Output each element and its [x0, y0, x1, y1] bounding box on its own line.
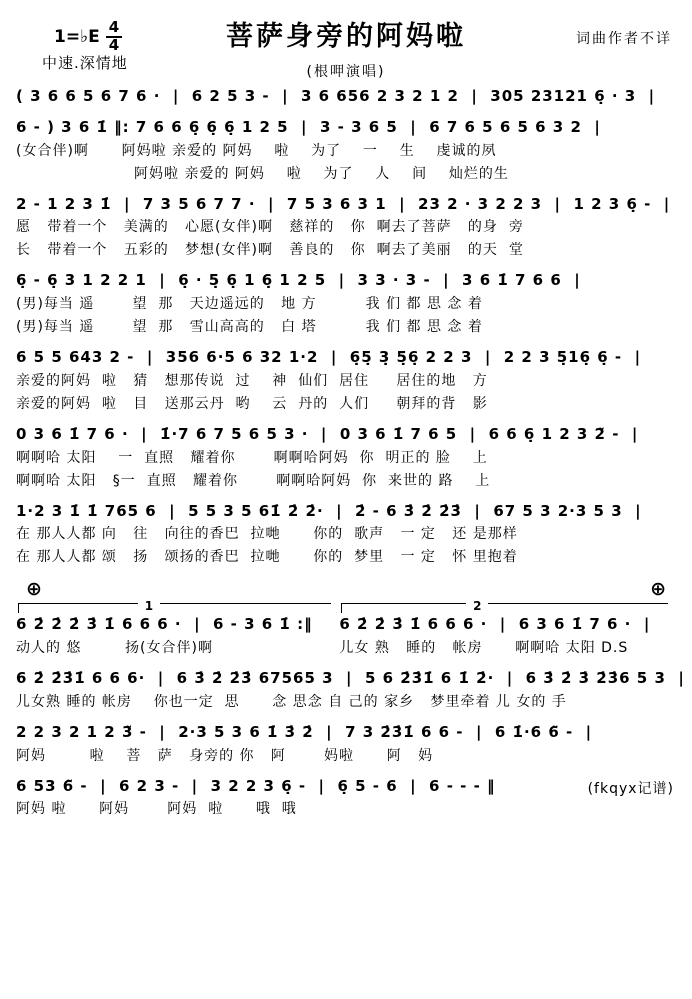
notation-line: 1·2 3 1̇ 1̇ 765 6 | 5 5 3 5 61̇ 2̇ 2̇· | 2̇ - 6 3̇ 2̇ 2̇3̇ | 67 5 3 2·3 5 3 |: [16, 501, 642, 520]
lyrics-verse-2: 长 带着一个 五彩的 梦想(女伴)啊 善良的 你 啊去了美丽 的天 堂: [16, 242, 524, 259]
lyrics-verse-2-with-segno: 啊啊哈 太阳 §一 直照 耀着你 啊啊哈阿妈 你 来世的 路 上: [16, 472, 491, 489]
notation-line: 6 5 5 643 2 - | 356 6·5 6 32 1·2 | 6̣5̣ 3̣ 5̣6̣ 2 2 3 | 2 2 3 5̣16̣ 6̣ - |: [16, 348, 642, 366]
music-system-9: [16, 668, 685, 713]
lyrics-verse-1: 啊啊哈 太阳 一 直照 耀着你 啊啊哈阿妈 你 明正的 脸 上: [16, 449, 488, 466]
score-header: [16, 8, 676, 86]
lyrics-line: 动人的 悠 扬(女合伴)啊: [16, 640, 213, 656]
volta-2-label: 2: [466, 599, 488, 613]
volta-1-section: [16, 601, 339, 659]
lyrics-verse-1: 愿 带着一个 美满的 心愿(女伴)啊 慈祥的 你 啊去了菩萨 的身 旁: [16, 219, 524, 236]
music-system-5: [16, 347, 676, 415]
notation-line: ( 3 6 6 5 6 7 6 · | 6 2 5 3 - | 3 6 656 2 3 2 1 2 | 305 23121 6̣ · 3 |: [16, 87, 656, 105]
volta-2-bracket: [341, 599, 668, 614]
music-system-7: [16, 501, 676, 569]
lyrics-verse-2: 在 那人人都 颂 扬 颂扬的香巴 拉哋 你的 梦里 一 定 怀 里抱着: [16, 549, 518, 566]
tempo-marking: 中速.深情地: [42, 54, 128, 72]
lyrics-line-with-ds: 儿女 熟 睡的 帐房 啊啊哈 太阳 D.S: [339, 640, 629, 656]
time-signature: [106, 20, 122, 54]
music-system-1: [16, 86, 676, 108]
music-system-3: [16, 194, 676, 262]
lyrics-line: 阿妈 啦 阿妈 阿妈 啦 哦 哦: [16, 801, 297, 818]
coda-icon: ⊕: [26, 578, 42, 601]
lyrics-verse-2: 亲爱的阿妈 啦 目 送那云丹 哟 云 丹的 人们 朝拜的背 影: [16, 395, 488, 412]
notation-line: 6 - ) 3 6 1̇ ‖: 7 6 6 6̣ 6̣ 6̣ 1 2 5 | 3 - 3 6 5 | 6 7 6 5 6 5 6 3 2 |: [16, 117, 601, 136]
lyrics-verse-2: 阿妈啦 亲爱的 阿妈 啦 为了 人 间 灿烂的生: [134, 165, 509, 182]
volta-2-section: [339, 601, 676, 659]
notation-line: 0 3 6 1̇ 7 6 · | 1̇·7 6 7 5 6 5 3 · | 0 3 6 1̇ 7 6 5 | 6 6 6̣ 1 2 3 2̃ - |: [16, 424, 639, 443]
time-numerator: 4: [106, 20, 122, 38]
notation-line: 2 - 1 2 3 1̇ | 7 3 5 6 7 7 · | 7 5 3 6 3 1 | 23 2 · 3 2 2 3 | 1 2 3 6̣ - |: [16, 194, 671, 213]
coda-icon: ⊕: [650, 578, 666, 601]
lyrics-verse-1: (女合伴)啊 阿妈啦 亲爱的 阿妈 啦 为了 一 生 虔诚的夙: [16, 142, 497, 159]
composer-credit: 词曲作者不详: [576, 31, 672, 47]
volta-1-label: 1: [138, 599, 160, 613]
notation-line: 2 2 3 2 1 2 3̃ - | 2·3 5 3 6 1̇ 3̇ 2̇ | 7 3 2̇3̇1̇ 6 6 - | 6 1̇·6 6̃ - |: [16, 722, 593, 741]
music-system-8-voltas: [16, 601, 676, 659]
lyrics-verse-2: (男)每当 遥 望 那 雪山高高的 白 塔 我 们 都 思 念 着: [16, 319, 483, 335]
notation-line: 6 2̇ 2̇3̇1̇ 6 6 6· | 6 3̇ 2̇ 2̇3̇ 67565 3 | 5 6 2̇3̇1̇ 6 1̇ 2̇· | 6 3̇ 2̇ 3̇ 2̇3̇6 5 3 |: [16, 669, 685, 687]
performer-note: (根呷演唱): [306, 64, 386, 80]
song-title: 菩萨身旁的阿妈啦: [226, 21, 466, 52]
lyrics-verse-1: 亲爱的阿妈 啦 猜 想那传说 过 神 仙们 居住 居住的地 方: [16, 372, 488, 389]
music-system-2: [16, 117, 676, 185]
key-signature: [54, 20, 122, 54]
notation-line: 6 2̇ 2̇ 2̇ 3̇ 1̇ 6 6 6 · | 6 - 3 6 1̇ :‖: [16, 615, 313, 634]
coda-marks-row: [16, 577, 676, 601]
notation-line-final: 6 53 6̃ - | 6 2 3 - | 3 2 2 3 6̣ - | 6̣ 5 - 6 | 6 - - - ‖: [16, 776, 496, 795]
music-system-6: [16, 424, 676, 492]
notation-line: 6̣ - 6̣ 3 1 2 2 1 | 6̣ · 5̣ 6̣ 1 6̣ 1 2 5 | 3 3 · 3 - | 3 6 1̇ 7 6 6 |: [16, 271, 581, 290]
volta-1-bracket: [18, 599, 331, 614]
notation-line: 6 2̇ 2̇ 3̇ 1̇ 6 6 6 · | 6 3 6 1̇ 7 6 · |: [339, 615, 651, 634]
music-system-10: [16, 722, 676, 767]
transcriber-credit: (fkqyx记谱): [587, 780, 674, 797]
time-denominator: 4: [108, 35, 120, 54]
music-system-4: [16, 270, 676, 338]
lyrics-verse-1: 在 那人人都 向 往 向往的香巴 拉哋 你的 歌声 一 定 还 是那样: [16, 526, 518, 543]
lyrics-verse-1: (男)每当 遥 望 那 天边遥远的 地 方 我 们 都 思 念 着: [16, 296, 483, 312]
lyrics-line: 阿妈 啦 菩 萨 身旁的 你 阿 妈啦 阿 妈: [16, 747, 434, 764]
key-label: 1=♭E: [54, 26, 100, 47]
lyrics-line: 儿女熟 睡的 帐房 你也一定 思 念 思念 自 己的 家乡 梦里牵着 儿 女的 手: [16, 693, 567, 710]
music-system-11: [16, 776, 676, 821]
